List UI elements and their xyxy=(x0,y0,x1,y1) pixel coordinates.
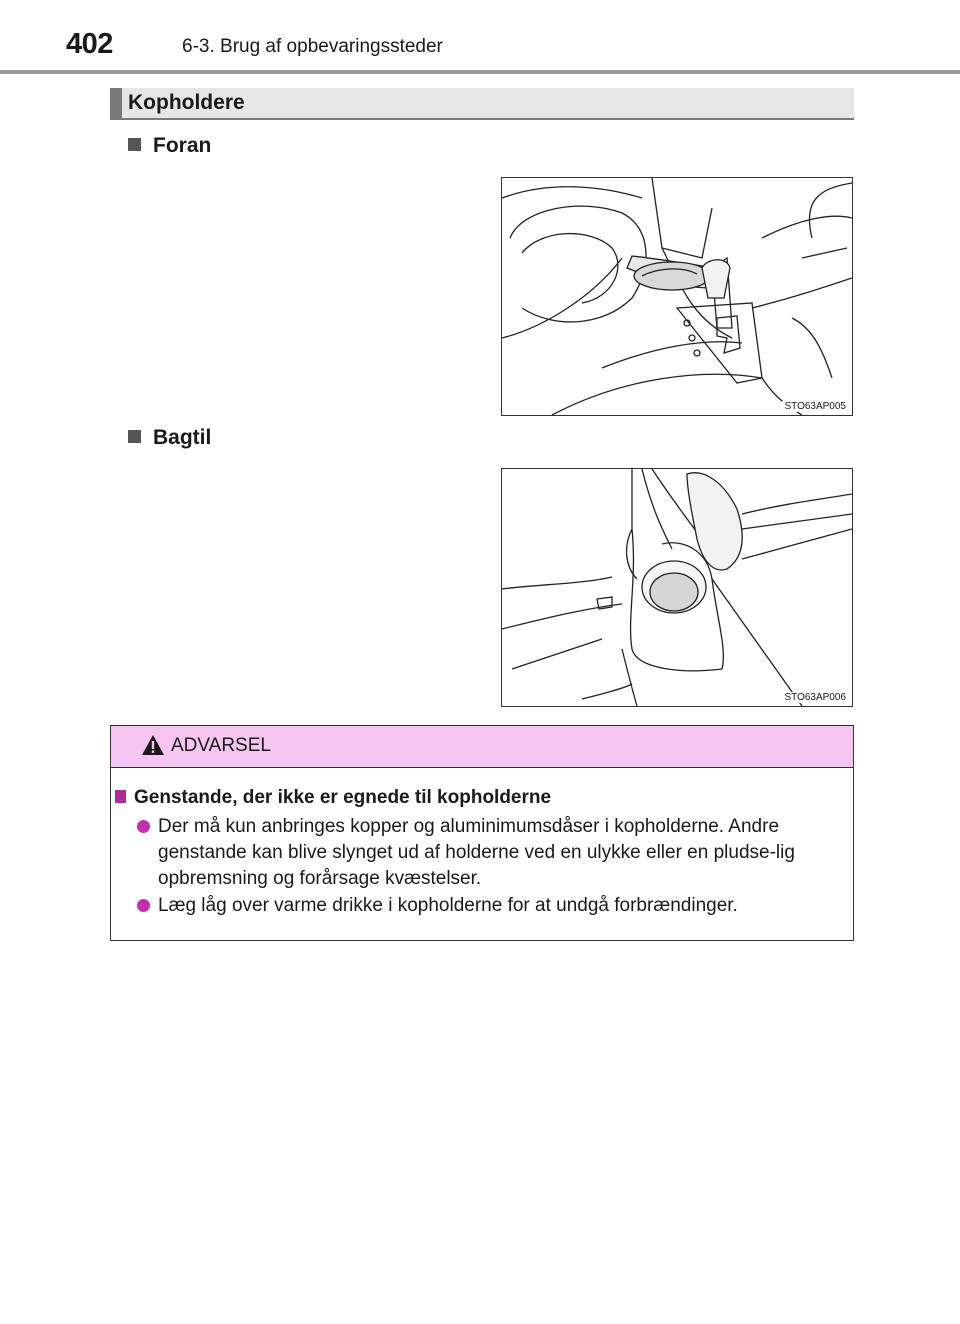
subhead-rear xyxy=(128,426,211,450)
warning-bullet-2-text: Læg låg over varme drikke i kopholderne for at undgå forbrændinger. xyxy=(158,895,738,916)
warning-heading: ADVARSEL xyxy=(171,735,271,756)
square-bullet-icon xyxy=(115,790,126,803)
section-title: Kopholdere xyxy=(128,91,245,114)
page-number: 402 xyxy=(66,28,113,60)
subhead-front xyxy=(128,134,211,158)
warning-subheading-text: Genstande, der ikke er egnede til kopholderne xyxy=(134,787,552,808)
square-bullet-icon xyxy=(128,430,141,443)
chapter-title: 6-3. Brug af opbevaringssteder xyxy=(182,36,443,57)
figure-front-code: STO63AP005 xyxy=(784,401,846,412)
square-bullet-icon xyxy=(128,138,141,151)
circle-bullet-icon xyxy=(137,899,150,912)
rear-cupholder-illustration xyxy=(502,469,852,706)
subhead-front-label: Foran xyxy=(153,134,212,157)
circle-bullet-icon xyxy=(137,820,150,833)
warning-bullet-1 xyxy=(137,814,849,892)
header-rule xyxy=(0,70,960,74)
figure-rear-code: STO63AP006 xyxy=(784,692,846,703)
front-cupholder-illustration xyxy=(502,178,852,415)
warning-box xyxy=(110,725,854,941)
warning-bullet-2 xyxy=(137,893,849,919)
warning-triangle-icon xyxy=(141,734,165,756)
section-accent xyxy=(110,88,122,118)
warning-subheading xyxy=(115,787,551,809)
figure-rear-cupholder xyxy=(501,468,853,707)
figure-front-cupholder xyxy=(501,177,853,416)
subhead-rear-label: Bagtil xyxy=(153,426,212,449)
warning-bullet-1-text: Der må kun anbringes kopper og aluminimumsdåser i kopholderne. Andre genstande kan blive slynget ud af holderne ved en ulykke eller en pludse-lig opbremsning og forårsage kvæstelser. xyxy=(158,816,795,889)
section-bar xyxy=(110,88,854,120)
warning-header xyxy=(111,726,853,768)
